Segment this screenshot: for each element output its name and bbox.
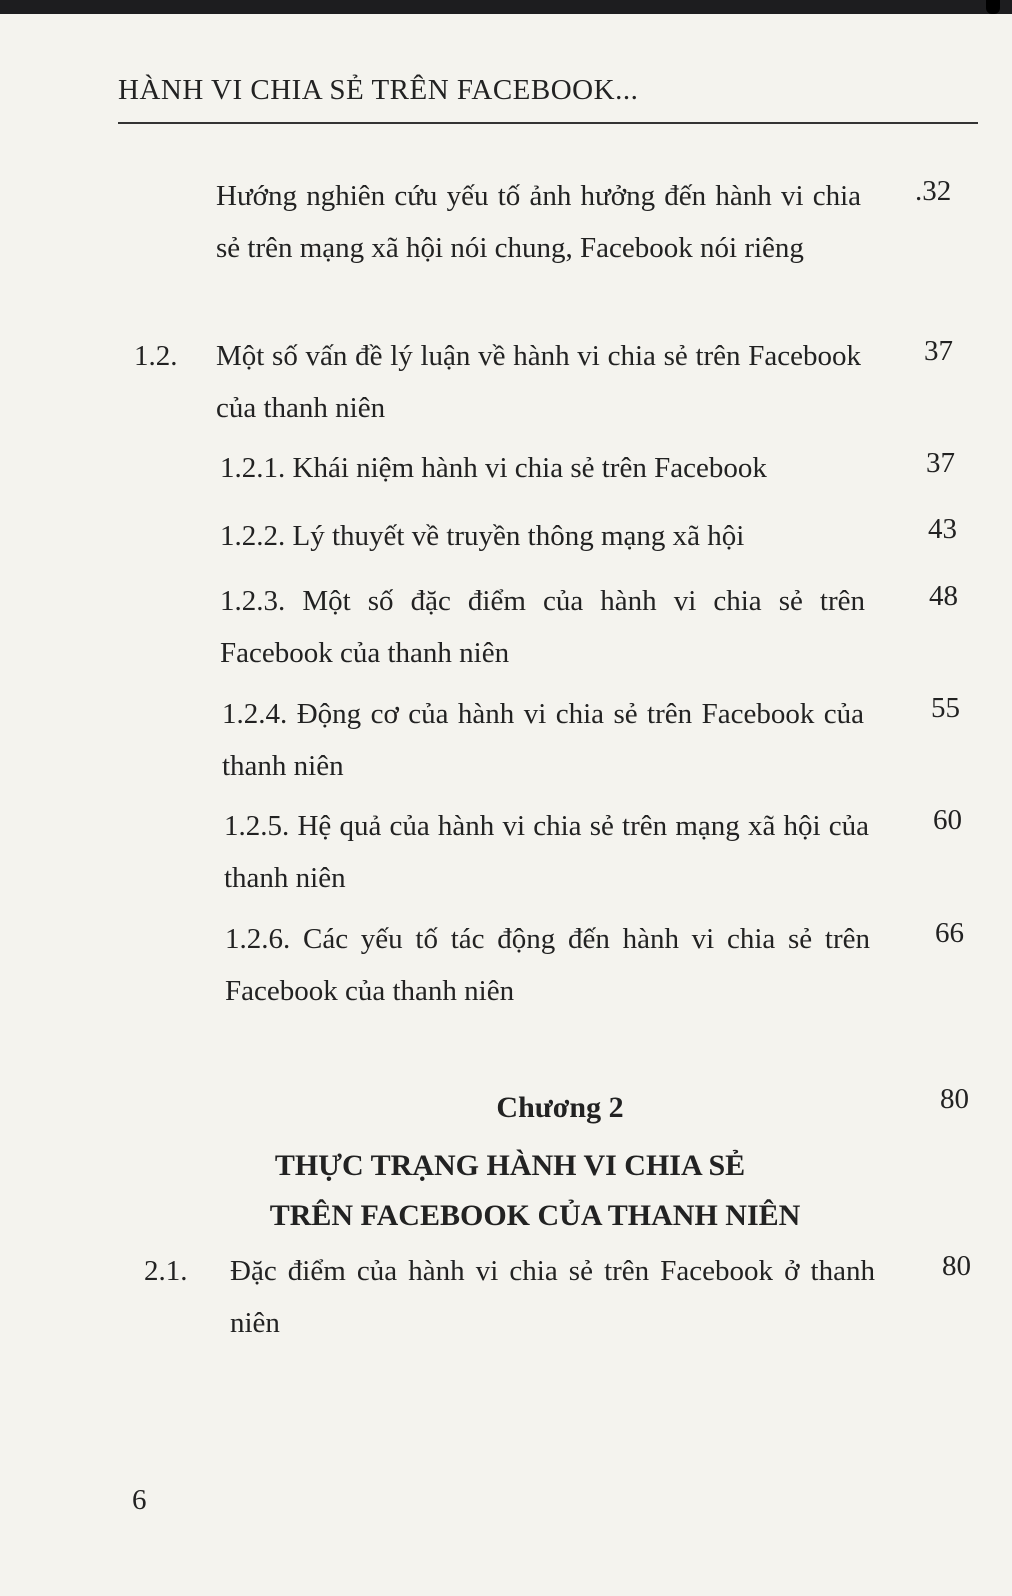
toc-entry-page: 48: [929, 580, 958, 612]
toc-entry-text: [224, 800, 869, 904]
toc-entry-page: 37: [926, 447, 955, 479]
toc-entry-label: Các yếu tố tác động đến hành vi chia sẻ trên Facebook của thanh niên: [225, 923, 870, 1007]
toc-entry-page: 43: [928, 513, 957, 545]
toc-entry-text: [220, 442, 900, 494]
toc-entry-text: [220, 575, 865, 679]
chapter-title-line-2: TRÊN FACEBOOK CỦA THANH NIÊN: [269, 1199, 801, 1232]
toc-entry-page: 80: [942, 1250, 971, 1282]
toc-entry-page: 55: [931, 692, 960, 724]
toc-entry-text: [222, 688, 864, 792]
toc-entry-number: 1.2.4.: [222, 698, 288, 730]
page-number: 6: [132, 1484, 147, 1516]
scan-top-edge: [0, 0, 1012, 14]
toc-entry-number: 1.2.2.: [220, 520, 286, 552]
toc-entry-label: Động cơ của hành vi chia sẻ trên Facebook của thanh niên: [222, 698, 865, 782]
toc-entry-number: 1.2.3.: [220, 585, 286, 617]
toc-entry-label: Hệ quả của hành vi chia sẻ trên mạng xã hội của thanh niên: [224, 810, 869, 894]
toc-entry-number: 1.2.6.: [225, 923, 291, 955]
toc-entry-text: [220, 510, 900, 562]
toc-entry-label: Khái niệm hành vi chia sẻ trên Facebook: [292, 452, 767, 484]
toc-entry-number: 1.2.: [134, 340, 178, 372]
toc-entry-text: Một số vấn đề lý luận về hành vi chia sẻ trên Facebook của thanh niên: [216, 340, 861, 424]
chapter-title-line-1: THỰC TRẠNG HÀNH VI CHIA SẺ: [274, 1149, 746, 1182]
chapter-label: Chương 2: [496, 1091, 624, 1124]
toc-entry-number: 1.2.1.: [220, 452, 286, 484]
toc-entry-number: 2.1.: [144, 1255, 188, 1287]
toc-entry-number: 1.2.5.: [224, 810, 290, 842]
scan-corner-mark: [986, 0, 1000, 14]
toc-entry-page: 66: [935, 917, 964, 949]
toc-entry-page: .32: [915, 175, 952, 207]
chapter-page: 80: [940, 1083, 969, 1115]
toc-entry-text: [225, 913, 870, 1017]
toc-entry-text: Hướng nghiên cứu yếu tố ảnh hưởng đến hành vi chia sẻ trên mạng xã hội nói chung, Facebook nói riêng: [216, 180, 861, 264]
header-divider: [118, 122, 978, 124]
toc-entry-label: Một số đặc điểm của hành vi chia sẻ trên Facebook của thanh niên: [220, 585, 866, 669]
running-header: HÀNH VI CHIA SẺ TRÊN FACEBOOK...: [118, 74, 639, 106]
toc-entry-text: Đặc điểm của hành vi chia sẻ trên Facebook ở thanh niên: [230, 1255, 875, 1339]
toc-entry-page: 37: [924, 335, 953, 367]
toc-entry-page: 60: [933, 804, 962, 836]
toc-entry-label: Lý thuyết về truyền thông mạng xã hội: [292, 520, 745, 552]
